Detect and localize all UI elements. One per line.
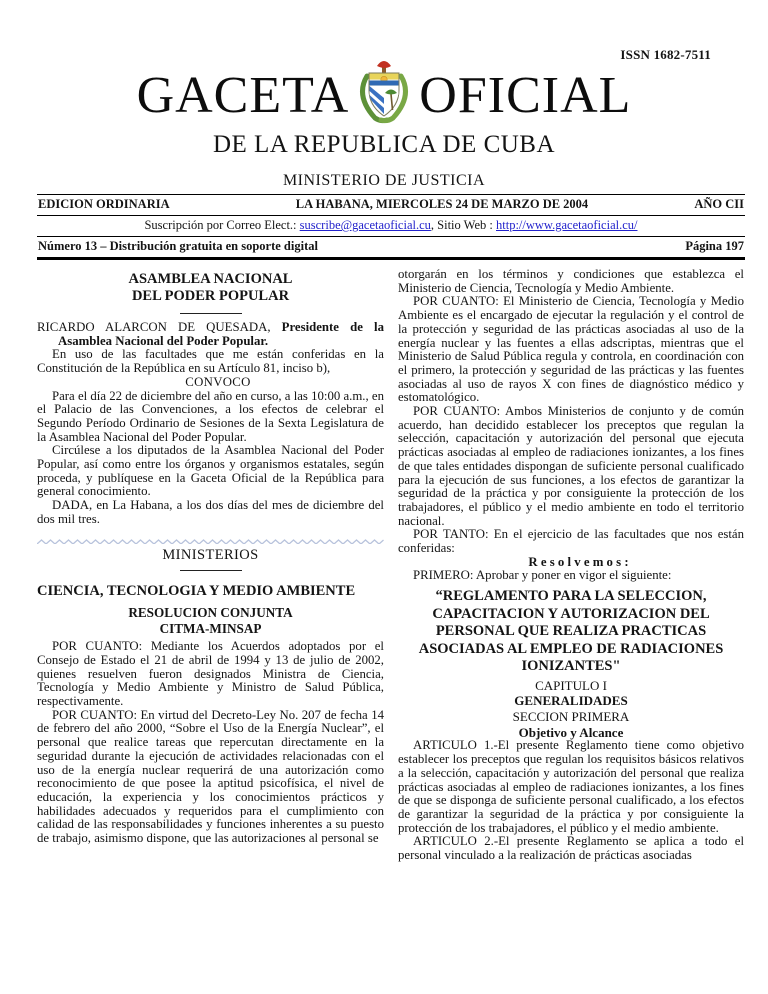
subscription-row (37, 215, 745, 236)
paragraph-articulo-2: ARTICULO 2.-El presente Reglamento se aplica a todo el personal vinculado a la realización de prácticas asociadas (398, 834, 744, 863)
paragraph-por-cuanto-2: POR CUANTO: En virtud del Decreto-Ley No. 207 de fecha 14 de febrero del año 2000, “Sobre el Uso de la Energía Nuclear”, el personal que realice tareas que repercutan directamente en la seguridad durante la ejecución de actividades relacionadas con el uso de la energía nuclear requerirá de una autorización como reconocimiento de que posee la aptitud psicofísica, el nivel de educación, la experiencia y los conocimientos prácticos y habilidades adecuados y requeridos para el cumplimiento con calidad de las responsabilidades y funciones inherentes a su puesto de trabajo, asimismo dispone, que las autorizaciones al personal se (37, 707, 384, 846)
issue-number-label: Número 13 – Distribución gratuita en soporte digital (38, 239, 318, 253)
citma-section-heading: CIENCIA, TECNOLOGIA Y MEDIO AMBIENTE (37, 583, 356, 600)
paragraph-en-uso: En uso de las facultades que me están conferidas en la Constitución de la República en su Artículo 81, inciso b), (37, 347, 384, 376)
subscription-email-link[interactable]: suscribe@gacetaoficial.cu (299, 218, 431, 232)
gazette-subtitle: DE LA REPUBLICA DE CUBA (212, 131, 556, 158)
edition-label: EDICION ORDINARIA (38, 197, 170, 211)
resolvemos-heading: R e s o l v e m o s : (528, 554, 629, 569)
edition-date-row (37, 195, 745, 215)
page-number-label: Página 197 (685, 239, 744, 253)
gazette-title (0, 58, 768, 122)
paragraph-para-el-dia: Para el día 22 de diciembre del año en curso, a las 10:00 a.m., en el Palacio de las Convenciones, a los efectos de celebrar el Segundo Período Ordinario de Sesiones de la Sexta Legislatura de la Asamblea Nacional del Poder Popular. (37, 388, 384, 444)
subscription-prefix: Suscripción por Correo Elect.: (144, 218, 300, 232)
dateline: LA HABANA, MIERCOLES 24 DE MARZO DE 2004 (295, 197, 589, 211)
paragraph-por-cuanto-1: POR CUANTO: Mediante los Acuerdos adoptados por el Consejo de Estado el 21 de abril de 1994 y 13 de julio de 2002, quienes resuelven fueron designados Ministra de Ciencia, Tecnología y Medio Ambiente y Ministro de Salud Pública, respectivamente. (37, 639, 384, 709)
convoco-heading: CONVOCO (185, 374, 251, 389)
title-word-gaceta: GACETA (136, 67, 350, 124)
right-column (398, 268, 744, 863)
paragraph-por-tanto: POR TANTO: En el ejercicio de las facultades que nos están conferidas: (398, 527, 744, 556)
masthead (0, 0, 768, 190)
left-column (37, 268, 384, 863)
website-link[interactable]: http://www.gacetaoficial.cu/ (496, 218, 638, 232)
paragraph-dada: DADA, en La Habana, a los dos días del mes de diciembre del dos mil tres. (37, 498, 384, 526)
paragraph-articulo-1: ARTICULO 1.-El presente Reglamento tiene como objetivo establecer los preceptos que regulan los requisitos básicos relativos a la selección, capacitación y autorización del personal que realiza prácticas asociadas al empleo de radiaciones ionizantes, a los fines de que se disponga de suficiente personal cualificado, a los efectos de garantizar la seguridad de la práctica y por consiguiente la protección de los trabajadores, el público y el medio ambiente. (398, 738, 744, 835)
paragraph-circulese: Circúlese a los diputados de la Asamblea Nacional del Poder Popular, así como entre los órganos y organismos estatales, según proceda, y publíquese en la Gaceta Oficial de la República para general conocimiento. (37, 443, 384, 499)
objetivo-heading: Objetivo y Alcance (518, 724, 624, 740)
seccion-heading: SECCION PRIMERA (512, 709, 630, 725)
title-word-oficial: OFICIAL (419, 67, 632, 124)
resolution-heading: RESOLUCION CONJUNTA CITMA-MINSAP (128, 605, 293, 637)
short-rule-divider (180, 313, 242, 314)
header-info-bars (37, 194, 745, 260)
document-body (37, 268, 744, 863)
paragraph-otorgaran: otorgarán en los términos y condiciones que establezca el Ministerio de Ciencia, Tecnología y Medio Ambiente. (398, 267, 744, 295)
ministerios-heading: MINISTERIOS (162, 546, 259, 563)
subscription-mid: , Sitio Web : (430, 218, 496, 232)
paragraph-primero: PRIMERO: Aprobar y poner en vigor el siguiente: (413, 568, 672, 583)
year-label: AÑO CII (694, 197, 744, 211)
section-heading-asamblea: ASAMBLEA NACIONAL DEL PODER POPULAR (128, 271, 293, 304)
paragraph-por-cuanto-3: POR CUANTO: El Ministerio de Ciencia, Tecnología y Medio Ambiente es el encargado de ejecutar la regulación y el control de la protección y seguridad de las prácticas asociadas al uso de la energía nuclear y las fuentes a ellas adscriptas, mientras que el Ministerio de Salud Pública regula y controla, en coordinación con el primero, la protección y seguridad de las prácticas y las fuentes asociadas al uso de rayos X con fines de diagnóstico médico y estomatológico. (398, 294, 744, 405)
ministry-of-justice-label: MINISTERIO DE JUSTICIA (282, 172, 486, 189)
issn-number: ISSN 1682-7511 (620, 47, 711, 62)
cuba-coat-of-arms-icon (355, 58, 413, 124)
capitulo-heading: CAPITULO I (535, 677, 607, 693)
paragraph-ricardo: RICARDO ALARCON DE QUESADA, Presidente de la Asamblea Nacional del Poder Popular. (37, 320, 384, 348)
reglamento-title: “REGLAMENTO PARA LA SELECCION, CAPACITACION Y AUTORIZACION DEL PERSONAL QUE REALIZA PRACTICAS ASOCIADAS AL EMPLEO DE RADIACIONES IONIZANTES" (418, 588, 724, 675)
short-rule-divider (180, 570, 242, 571)
issue-row (37, 236, 745, 260)
generalidades-heading: GENERALIDADES (514, 693, 628, 709)
paragraph-por-cuanto-4: POR CUANTO: Ambos Ministerios de conjunto y de común acuerdo, han decidido establecer los preceptos que regulan la selección, capacitación y autorización del personal que ejecuta prácticas asociadas al empleo de radiaciones ionizantes, a los fines de que tales entidades dispongan de suficiente personal cualificado para la ejecución de sus funciones, a los efectos de garantizar la seguridad de la práctica y por consiguiente la protección de los trabajadores, el público y el medio ambiente en todo el territorio nacional. (398, 404, 744, 528)
wavy-section-divider (37, 536, 384, 544)
